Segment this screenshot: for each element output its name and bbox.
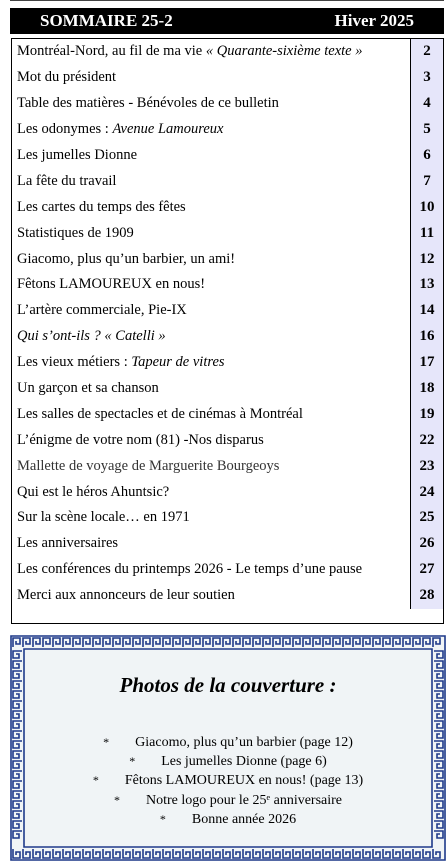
toc-entry-title bbox=[12, 324, 410, 350]
border-segment bbox=[283, 638, 290, 647]
toc-entry-text: Les jumelles Dionne bbox=[17, 147, 138, 163]
toc-row bbox=[12, 401, 443, 427]
toc-entry-title bbox=[12, 117, 410, 143]
toc-entry-title bbox=[12, 453, 410, 479]
border-segment bbox=[263, 849, 270, 858]
border-segment bbox=[33, 638, 40, 647]
toc-row bbox=[12, 427, 443, 453]
border-segment bbox=[63, 849, 70, 858]
border-segment bbox=[233, 849, 240, 858]
border-segment bbox=[13, 721, 22, 728]
border-segment bbox=[423, 849, 430, 858]
toc-entry-text: Les vieux métiers : bbox=[17, 354, 132, 371]
cover-photo-item bbox=[10, 752, 446, 771]
toc-entry-text: L’énigme de votre nom (81) -Nos disparus bbox=[17, 431, 264, 448]
toc-entry-title bbox=[12, 65, 410, 91]
border-segment bbox=[213, 849, 220, 858]
border-segment bbox=[434, 711, 443, 718]
border-segment bbox=[123, 638, 130, 647]
toc-entry-page: 28 bbox=[410, 583, 443, 609]
border-segment bbox=[143, 638, 150, 647]
toc-entry-text: Les conférences du printemps 2026 - Le temps d’une pause bbox=[17, 561, 363, 578]
border-segment bbox=[333, 849, 340, 858]
cover-photos-list bbox=[10, 733, 446, 829]
border-segment bbox=[433, 638, 440, 647]
border-segment bbox=[393, 849, 400, 858]
border-segment bbox=[363, 849, 370, 858]
border-segment bbox=[434, 701, 443, 708]
toc-row bbox=[12, 272, 443, 298]
bullet-icon: * bbox=[129, 754, 136, 769]
toc-row bbox=[12, 194, 443, 220]
border-segment bbox=[203, 849, 210, 858]
toc-entry-text: Les odonymes : bbox=[17, 121, 113, 138]
bullet-icon: * bbox=[113, 792, 120, 807]
toc-entry-title bbox=[12, 220, 410, 246]
toc-entry-title bbox=[12, 298, 410, 324]
border-segment bbox=[333, 638, 340, 647]
toc-entry-title bbox=[12, 194, 410, 220]
toc-entry-title bbox=[12, 272, 410, 298]
border-segment bbox=[434, 661, 443, 668]
toc-entry-italic: Avenue Lamoureux bbox=[112, 121, 224, 138]
cover-photo-caption: Notre logo pour le 25ᵉ anniversaire bbox=[145, 792, 343, 808]
border-segment bbox=[213, 638, 220, 647]
toc-entry-page: 7 bbox=[410, 168, 443, 194]
toc-entry-title bbox=[12, 246, 410, 272]
cover-photo-item bbox=[10, 771, 446, 790]
toc-row bbox=[12, 453, 443, 479]
border-segment bbox=[423, 638, 430, 647]
toc-row bbox=[12, 220, 443, 246]
toc-entry-page: 22 bbox=[410, 427, 443, 453]
border-segment bbox=[13, 849, 20, 858]
toc-entry-title bbox=[12, 583, 410, 609]
toc-entry-page: 11 bbox=[410, 220, 443, 246]
border-segment bbox=[353, 849, 360, 858]
border-segment bbox=[13, 661, 22, 668]
border-segment bbox=[343, 638, 350, 647]
border-segment bbox=[103, 849, 110, 858]
border-segment bbox=[53, 849, 60, 858]
border-segment bbox=[13, 638, 20, 647]
toc-entry-text: Qui est le héros Ahuntsic? bbox=[17, 483, 170, 500]
toc-entry-page: 3 bbox=[410, 65, 443, 91]
toc-entry-text: Un garçon et sa chanson bbox=[17, 380, 159, 397]
toc-entry-text: Mallette de voyage de Marguerite Bourgeoys bbox=[17, 457, 280, 474]
toc-entry-text: Les salles de spectacles et de cinémas à Montréal bbox=[17, 405, 303, 422]
cover-photo-item bbox=[10, 791, 446, 810]
border-segment bbox=[133, 638, 140, 647]
border-segment bbox=[273, 638, 280, 647]
toc-row bbox=[12, 39, 443, 65]
toc-entry-page: 5 bbox=[410, 117, 443, 143]
toc-row bbox=[12, 350, 443, 376]
border-segment bbox=[183, 849, 190, 858]
cover-photo-caption: Giacomo, plus qu’un barbier (page 12) bbox=[135, 735, 353, 750]
border-segment bbox=[113, 638, 120, 647]
toc-entry-title bbox=[12, 401, 410, 427]
toc-row bbox=[12, 479, 443, 505]
border-segment bbox=[363, 638, 370, 647]
toc-row bbox=[12, 376, 443, 402]
toc-entry-page: 4 bbox=[410, 91, 443, 117]
header-top-rule bbox=[10, 0, 444, 4]
bullet-icon: * bbox=[103, 735, 110, 749]
border-segment bbox=[383, 638, 390, 647]
border-segment bbox=[303, 849, 310, 858]
toc-entry-title bbox=[12, 91, 410, 117]
border-segment bbox=[93, 849, 100, 858]
border-segment bbox=[73, 638, 80, 647]
border-segment bbox=[343, 849, 350, 858]
border-segment bbox=[323, 849, 330, 858]
border-segment bbox=[63, 638, 70, 647]
toc-row bbox=[12, 505, 443, 531]
toc-row bbox=[12, 557, 443, 583]
cover-photo-item bbox=[10, 733, 446, 752]
summary-title: SOMMAIRE 25-2 bbox=[40, 11, 173, 30]
toc-row bbox=[12, 117, 443, 143]
toc-entry-text: Mot du président bbox=[17, 69, 117, 86]
border-segment bbox=[373, 849, 380, 858]
border-segment bbox=[133, 849, 140, 858]
border-segment bbox=[283, 849, 290, 858]
border-segment bbox=[434, 831, 443, 838]
border-segment bbox=[243, 638, 250, 647]
cover-photos-title: Photos de la couverture : bbox=[119, 673, 337, 697]
border-segment bbox=[403, 638, 410, 647]
toc-entry-page: 25 bbox=[410, 505, 443, 531]
toc-entry-title bbox=[12, 531, 410, 557]
toc-entry-page: 19 bbox=[410, 401, 443, 427]
border-segment bbox=[393, 638, 400, 647]
toc-entry-page: 18 bbox=[410, 376, 443, 402]
border-segment bbox=[433, 849, 440, 858]
border-segment bbox=[313, 849, 320, 858]
border-segment bbox=[143, 849, 150, 858]
toc-entry-title bbox=[12, 39, 410, 65]
border-segment bbox=[173, 849, 180, 858]
toc-entry-page: 23 bbox=[410, 453, 443, 479]
border-segment bbox=[13, 701, 22, 708]
border-segment bbox=[73, 849, 80, 858]
toc-entry-page: 10 bbox=[410, 194, 443, 220]
toc-row bbox=[12, 168, 443, 194]
border-segment bbox=[353, 638, 360, 647]
toc-entry-title bbox=[12, 505, 410, 531]
border-segment bbox=[183, 638, 190, 647]
toc-entry-text: La fête du travail bbox=[17, 172, 117, 189]
toc-entry-page: 17 bbox=[410, 350, 443, 376]
border-segment bbox=[253, 638, 260, 647]
toc-row bbox=[12, 143, 443, 169]
toc-entry-page: 14 bbox=[410, 298, 443, 324]
toc-row bbox=[12, 531, 443, 557]
border-segment bbox=[193, 849, 200, 858]
toc-entry-page: 24 bbox=[410, 479, 443, 505]
bullet-icon: * bbox=[159, 811, 166, 826]
border-segment bbox=[434, 721, 443, 728]
toc-row bbox=[12, 65, 443, 91]
border-segment bbox=[123, 849, 130, 858]
cover-photo-item bbox=[10, 810, 446, 829]
border-segment bbox=[203, 638, 210, 647]
border-segment bbox=[43, 638, 50, 647]
toc-entry-italic: Tapeur de vitres bbox=[131, 354, 225, 371]
toc-entry-title bbox=[12, 168, 410, 194]
issue-season: Hiver 2025 bbox=[334, 11, 414, 30]
border-segment bbox=[53, 638, 60, 647]
border-segment bbox=[243, 849, 250, 858]
border-segment bbox=[153, 849, 160, 858]
cover-photo-caption: Fêtons LAMOUREUX en nous! (page 13) bbox=[124, 773, 364, 789]
toc-row bbox=[12, 91, 443, 117]
border-segment bbox=[93, 638, 100, 647]
toc-entry-page: 27 bbox=[410, 557, 443, 583]
border-segment bbox=[383, 849, 390, 858]
border-segment bbox=[293, 849, 300, 858]
border-segment bbox=[23, 849, 30, 858]
border-segment bbox=[163, 638, 170, 647]
toc-entry-page: 2 bbox=[410, 39, 443, 65]
toc-entry-text: Table des matières - Bénévoles de ce bulletin bbox=[17, 95, 279, 112]
cover-photo-caption: Les jumelles Dionne (page 6) bbox=[161, 754, 327, 770]
border-segment bbox=[83, 849, 90, 858]
border-segment bbox=[303, 638, 310, 647]
toc-entry-page: 6 bbox=[410, 143, 443, 169]
border-segment bbox=[43, 849, 50, 858]
toc-entry-title bbox=[12, 427, 410, 453]
border-segment bbox=[223, 638, 230, 647]
toc-entry-page: 12 bbox=[410, 246, 443, 272]
toc-entry-text: Sur la scène locale… en 1971 bbox=[17, 509, 190, 526]
border-segment bbox=[263, 638, 270, 647]
border-segment bbox=[233, 638, 240, 647]
toc-entry-page: 16 bbox=[410, 324, 443, 350]
border-segment bbox=[33, 849, 40, 858]
cover-photos-box bbox=[10, 635, 446, 861]
toc-entry-italic: Qui s’ont-ils ? « Catelli » bbox=[17, 328, 166, 345]
toc-entry-text: Les cartes du temps des fêtes bbox=[17, 198, 186, 215]
toc-entry-title bbox=[12, 350, 410, 376]
border-segment bbox=[13, 831, 22, 838]
toc-row bbox=[12, 246, 443, 272]
cover-photo-caption: Bonne année 2026 bbox=[191, 811, 297, 827]
bullet-icon: * bbox=[92, 773, 99, 788]
toc-entry-text: Statistiques de 1909 bbox=[17, 224, 134, 241]
border-segment bbox=[193, 638, 200, 647]
border-segment bbox=[313, 638, 320, 647]
border-segment bbox=[413, 849, 420, 858]
border-segment bbox=[273, 849, 280, 858]
toc-entry-title bbox=[12, 143, 410, 169]
toc-entry-text: Les anniversaires bbox=[17, 535, 119, 552]
border-segment bbox=[373, 638, 380, 647]
border-segment bbox=[163, 849, 170, 858]
toc-entry-title bbox=[12, 376, 410, 402]
toc-entry-text: Montréal-Nord, au fil de ma vie bbox=[17, 43, 206, 60]
border-segment bbox=[323, 638, 330, 647]
border-segment bbox=[413, 638, 420, 647]
border-segment bbox=[13, 711, 22, 718]
border-segment bbox=[434, 651, 443, 658]
border-segment bbox=[103, 638, 110, 647]
border-segment bbox=[23, 638, 30, 647]
border-segment bbox=[253, 849, 260, 858]
border-segment bbox=[13, 651, 22, 658]
border-segment bbox=[173, 638, 180, 647]
toc-entry-page: 26 bbox=[410, 531, 443, 557]
toc-entry-text: Giacomo, plus qu’un barbier, un ami! bbox=[17, 250, 236, 267]
border-segment bbox=[153, 638, 160, 647]
toc-row bbox=[12, 583, 443, 609]
toc-entry-text: Merci aux annonceurs de leur soutien bbox=[17, 587, 235, 604]
toc-entry-page: 13 bbox=[410, 272, 443, 298]
table-of-contents bbox=[11, 38, 444, 624]
border-segment bbox=[83, 638, 90, 647]
border-segment bbox=[293, 638, 300, 647]
toc-entry-title bbox=[12, 479, 410, 505]
border-segment bbox=[403, 849, 410, 858]
toc-entry-italic: « Quarante-sixième texte » bbox=[205, 43, 363, 60]
toc-row bbox=[12, 324, 443, 350]
border-segment bbox=[223, 849, 230, 858]
border-segment bbox=[113, 849, 120, 858]
toc-entry-text: Fêtons LAMOUREUX en nous! bbox=[17, 276, 206, 293]
toc-entry-text: L’artère commerciale, Pie-IX bbox=[17, 302, 187, 319]
toc-row bbox=[12, 298, 443, 324]
toc-entry-title bbox=[12, 557, 410, 583]
summary-header bbox=[10, 8, 444, 34]
